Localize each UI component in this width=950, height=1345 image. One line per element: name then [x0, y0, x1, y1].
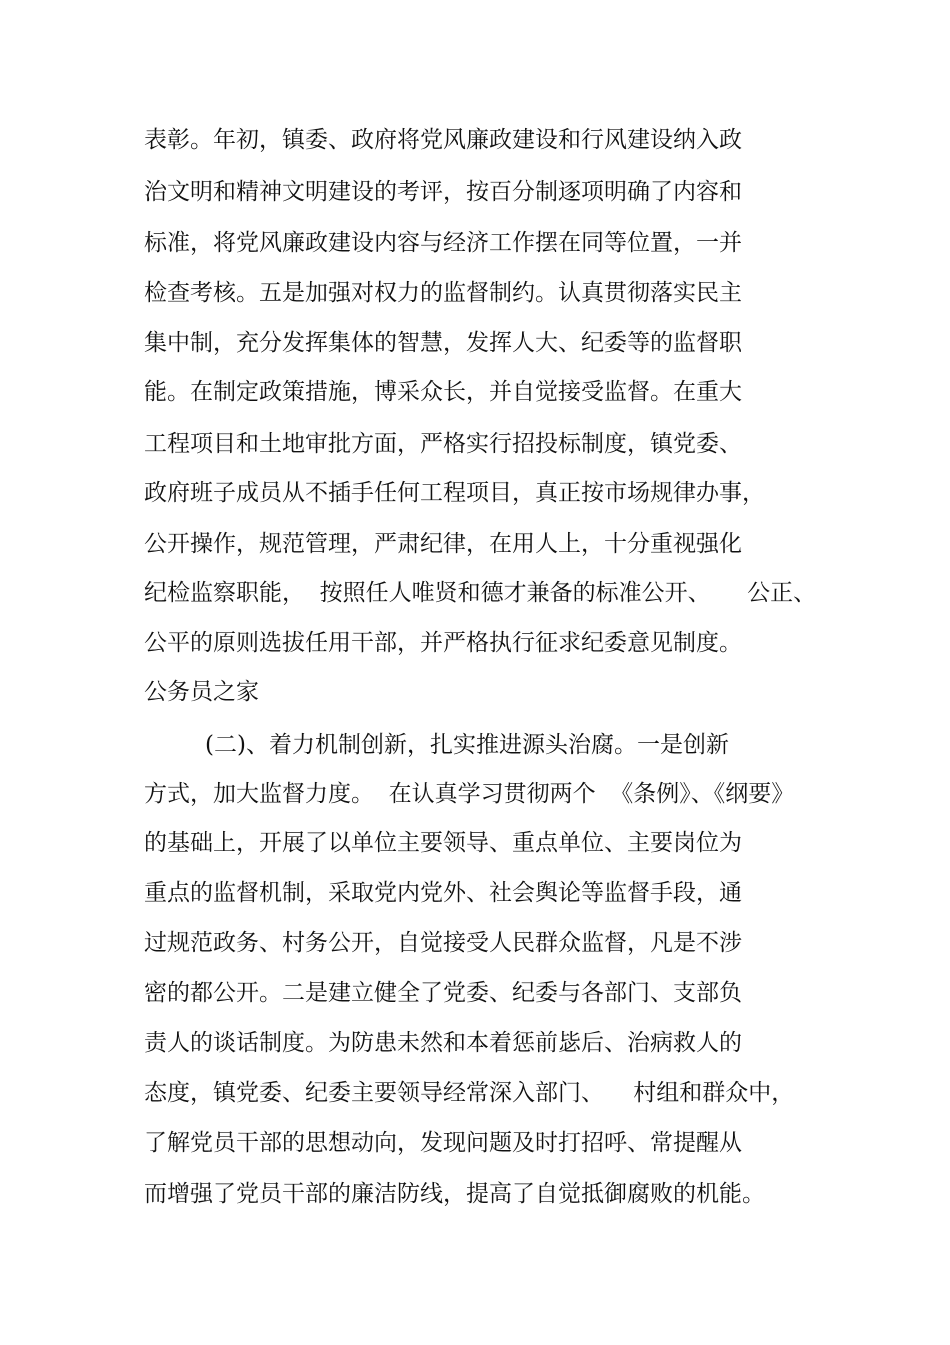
- paragraph-line: 表彰。年初，镇委、政府将党风廉政建设和行风建设纳入政: [144, 127, 742, 153]
- paragraph-line: 了解党员干部的思想动向，发现问题及时打招呼、常提醒从: [144, 1130, 742, 1156]
- paragraph-line: 标准，将党风廉政建设内容与经济工作摆在同等位置，一并: [144, 230, 742, 256]
- paragraph-line: 检查考核。五是加强对权力的监督制约。认真贯彻落实民主: [144, 280, 742, 306]
- paragraph-line: 的基础上，开展了以单位主要领导、重点单位、主要岗位为: [144, 830, 742, 856]
- paragraph-line: 责人的谈话制度。为防患未然和本着惩前毖后、治病救人的: [144, 1030, 742, 1056]
- source-label: 公务员之家: [144, 679, 259, 705]
- paragraph-line: 重点的监督机制，采取党内党外、社会舆论等监督手段，通: [144, 880, 742, 906]
- paragraph-line: 密的都公开。二是建立健全了党委、纪委与各部门、支部负: [144, 980, 742, 1006]
- paragraph-line: 方式，加大监督力度。 在认真学习贯彻两个 《条例》、《纲要》: [144, 781, 795, 807]
- paragraph-line: 纪检监察职能， 按照任人唯贤和德才兼备的标准公开、 公正、: [144, 580, 817, 606]
- paragraph-line: 而增强了党员干部的廉洁防线，提高了自觉抵御腐败的机能。: [144, 1181, 765, 1207]
- paragraph-line: 政府班子成员从不插手任何工程项目，真正按市场规律办事，: [144, 480, 765, 506]
- paragraph-line: 过规范政务、村务公开，自觉接受人民群众监督，凡是不涉: [144, 930, 742, 956]
- paragraph-line: 态度，镇党委、纪委主要领导经常深入部门、 村组和群众中，: [144, 1080, 795, 1106]
- paragraph-line: 集中制，充分发挥集体的智慧，发挥人大、纪委等的监督职: [144, 330, 742, 356]
- paragraph-line: 公开操作，规范管理，严肃纪律，在用人上，十分重视强化: [144, 531, 742, 557]
- paragraph-line: 工程项目和土地审批方面，严格实行招投标制度，镇党委、: [144, 431, 742, 457]
- paragraph-line: 公平的原则选拔任用干部，并严格执行征求纪委意见制度。: [144, 630, 742, 656]
- paragraph-line: 治文明和精神文明建设的考评，按百分制逐项明确了内容和: [144, 179, 742, 205]
- paragraph-line: 能。在制定政策措施，博采众长，并自觉接受监督。在重大: [144, 379, 742, 405]
- section-heading-line: (二)、着力机制创新，扎实推进源头治腐。一是创新: [205, 732, 729, 758]
